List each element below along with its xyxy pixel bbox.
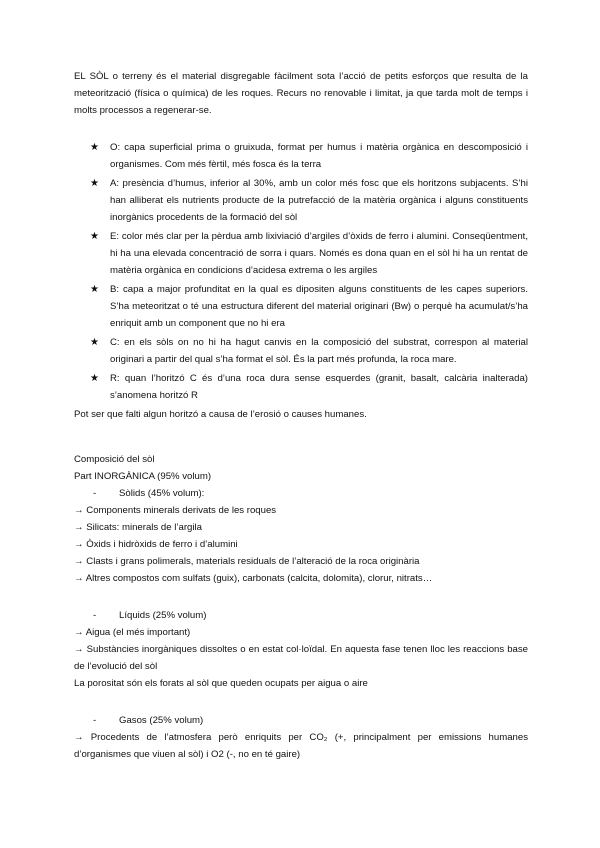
list-item [74, 139, 528, 173]
horizons-list [74, 139, 528, 404]
erosion-note: Pot ser que falti algun horitzó a causa de l’erosió o causes humanes. [74, 409, 367, 420]
star-bullet-icon: ★ [90, 284, 99, 295]
composition-title: Composició del sòl [74, 454, 155, 465]
solids-item: → Altres compostos com sulfats (guix), carbonats (calcita, dolomita), clorur, nitrats… [74, 573, 433, 584]
list-item [74, 281, 528, 332]
solids-title: Sòlids (45% volum): [119, 488, 205, 499]
gases-heading [74, 712, 528, 729]
horizon-o: O: capa superficial prima o gruixuda, format per humus i matèria orgànica en descomposició i organismes. Com més fèrtil, més fosca és la terra [110, 142, 528, 170]
star-bullet-icon: ★ [90, 142, 99, 153]
gases-item: → Procedents de l’atmosfera però enriquits per CO₂ (+, principalment per emissions humanes d’organismes que viuen al sòl) i O2 (-, no en té gaire) [74, 732, 528, 760]
solids-item: → Silicats: minerals de l’argila [74, 522, 202, 533]
document-page [74, 68, 528, 763]
star-bullet-icon: ★ [90, 337, 99, 348]
spacer [74, 692, 528, 712]
inorganic-title: Part INORGÀNICA (95% volum) [74, 471, 212, 482]
intro-paragraph: EL SÒL o terreny és el material disgregable fàcilment sota l’acció de petits esforços que resulta de la meteorització (física o química) de les roques. Recurs no renovable i limitat, ja que tarda molt de temps i molts processos a regenerar-se. [74, 71, 528, 116]
liquids-item: → Aigua (el més important) [74, 627, 191, 638]
list-item [74, 175, 528, 226]
star-bullet-icon: ★ [90, 373, 99, 384]
star-bullet-icon: ★ [90, 178, 99, 189]
list-item [74, 334, 528, 368]
gases-title: Gasos (25% volum) [119, 715, 204, 726]
solids-item: → Clasts i grans polimerals, materials residuals de l’alteració de la roca originària [74, 556, 420, 567]
liquids-heading [74, 607, 528, 624]
dash-bullet: - [93, 715, 97, 726]
liquids-title: Líquids (25% volum) [119, 610, 207, 621]
horizon-e: E: color més clar per la pèrdua amb lixiviació d’argiles d’òxids de ferro i alumini. Conseqüentment, hi ha una elevada concentració de sorra i quars. Només es dona quan en el sòl hi ha un rentat de matèria orgànica en condicions d’acidesa extrema o les argiles [110, 231, 528, 276]
liquids-item: → Substàncies inorgàniques dissoltes o en estat col·loïdal. En aquesta fase tenen lloc les reaccions base de l’evolució del sòl [74, 644, 528, 672]
star-bullet-icon: ★ [90, 231, 99, 242]
list-item [74, 370, 528, 404]
solids-heading [74, 485, 528, 502]
horizon-c: C: en els sòls on no hi ha hagut canvis en la composició del substrat, correspon al material originari a partir del qual s’ha format el sòl. És la part més profunda, la roca mare. [110, 337, 528, 365]
list-item [74, 228, 528, 279]
horizon-r: R: quan l’horitzó C és d’una roca dura sense esquerdes (granit, basalt, calcària inalterada) s’anomena horitzó R [110, 373, 528, 401]
dash-bullet: - [93, 488, 97, 499]
solids-item: → Òxids i hidròxids de ferro i d’alumini [74, 539, 238, 550]
solids-item: → Components minerals derivats de les roques [74, 505, 277, 516]
porosity-note: La porositat són els forats al sòl que queden ocupats per aigua o aire [74, 678, 368, 689]
dash-bullet: - [93, 610, 97, 621]
horizon-b: B: capa a major profunditat en la qual es dipositen alguns constituents de les capes superiors. S’ha meteoritzat o té una estructura diferent del material originari (Bw) o perquè ha acumulat/s’ha enriquit amb un component que no hi era [110, 284, 528, 329]
horizon-a: A: presència d’humus, inferior al 30%, amb un color més fosc que els horitzons subjacents. S’hi han alliberat els nutrients producte de la putrefacció de la matèria orgànica i alguns constituents inorgànics procedents de la formació del sòl [110, 178, 528, 223]
spacer [74, 587, 528, 607]
